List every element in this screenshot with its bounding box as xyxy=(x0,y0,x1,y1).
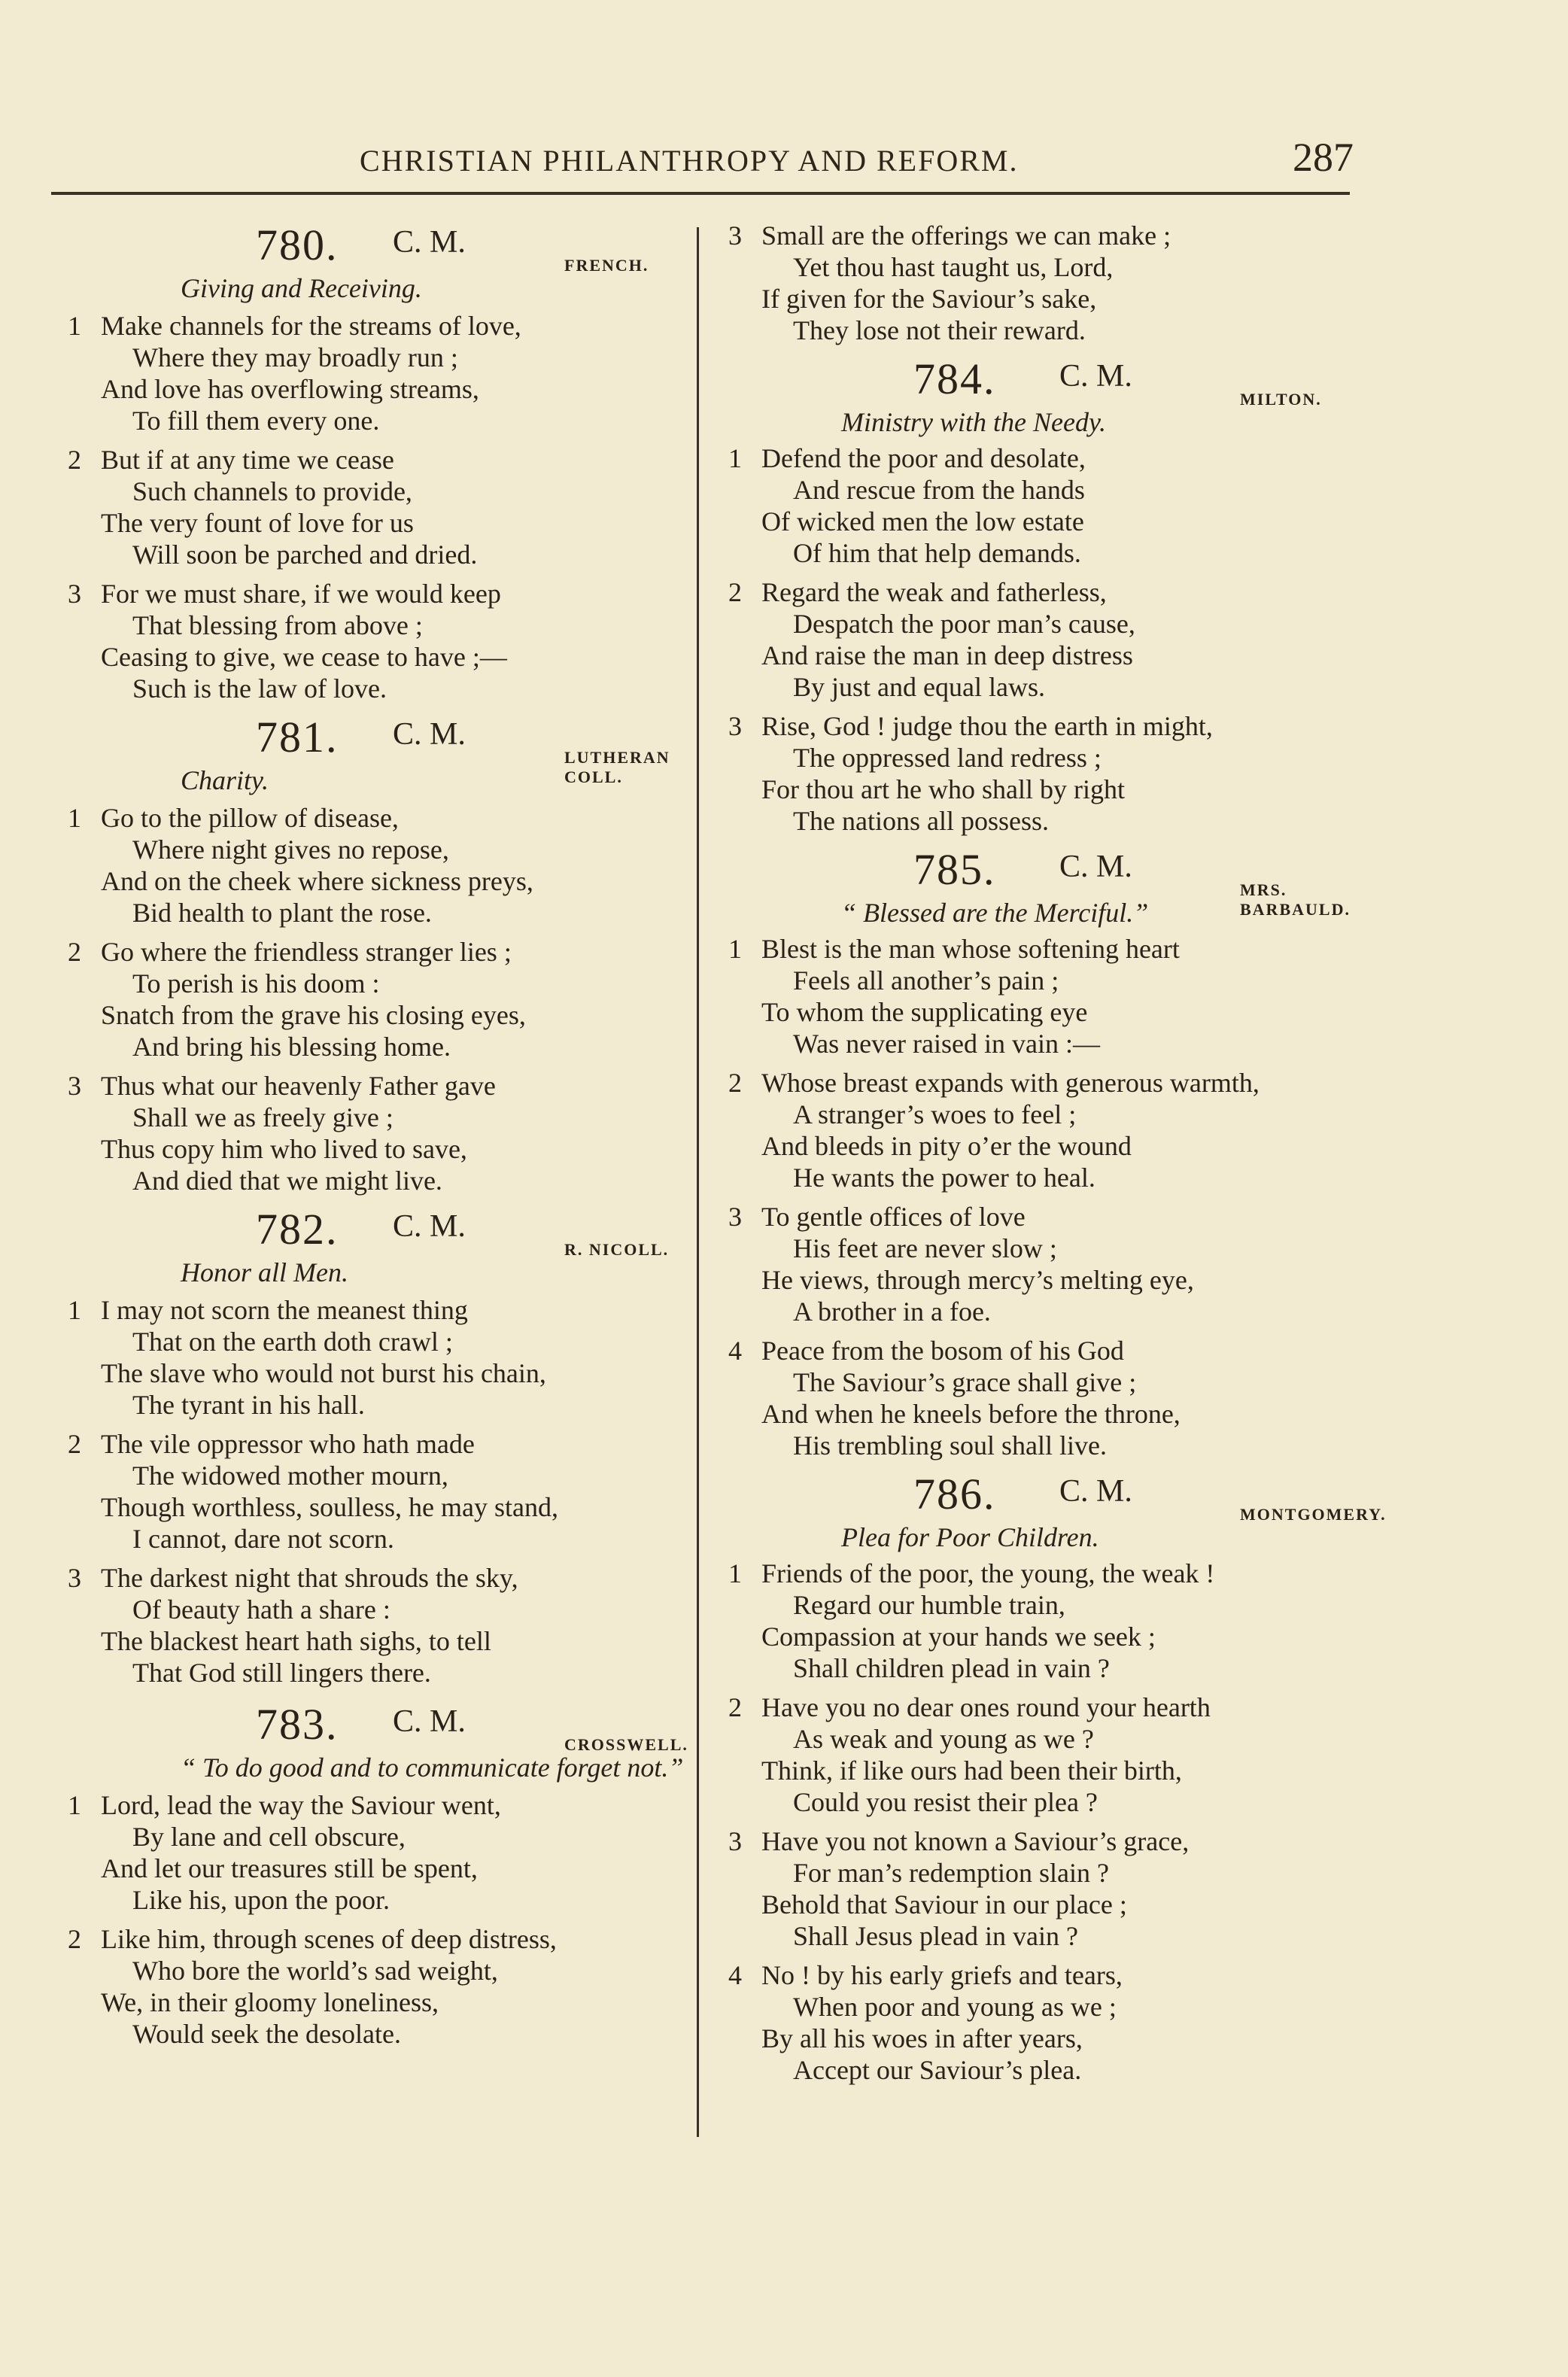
hymn-meter: C. M. xyxy=(393,1209,466,1244)
verse-number: 2 xyxy=(68,1924,81,1954)
verse-line: And let our treasures still be spent, xyxy=(101,1853,478,1883)
hymn-tune: LUTHERAN COLL. xyxy=(564,748,670,786)
verse-line: To fill them every one. xyxy=(132,406,380,436)
hymn-number: 784. xyxy=(913,354,996,403)
hymn-meter: C. M. xyxy=(393,717,466,752)
left-column xyxy=(68,220,688,2057)
verse-line: Yet thou hast taught us, Lord, xyxy=(793,252,1114,282)
verse-line: The very fount of love for us xyxy=(101,508,414,538)
verse-line: The nations all possess. xyxy=(793,806,1049,836)
verse-line: 2 But if at any time we cease xyxy=(68,445,394,475)
verse-line: The tyrant in his hall. xyxy=(132,1390,365,1420)
verse-number: 1 xyxy=(728,934,742,964)
stanza xyxy=(728,1692,1360,1818)
verse-line: The Saviour’s grace shall give ; xyxy=(793,1367,1137,1397)
hymn-title: Giving and Receiving. xyxy=(181,273,422,303)
hymn-heading xyxy=(728,354,1360,442)
verse-line: 1 Lord, lead the way the Saviour went, xyxy=(68,1790,501,1820)
stanza xyxy=(68,936,685,1062)
hymn xyxy=(68,1699,688,2050)
verse-line: 1 Friends of the poor, the young, the weak ! xyxy=(728,1558,1215,1588)
verse-line: 3 Have you not known a Saviour’s grace, xyxy=(728,1826,1190,1856)
stanza xyxy=(68,1923,685,2050)
verse-line: Think, if like ours had been their birth, xyxy=(761,1755,1182,1786)
verse-line: 3 Thus what our heavenly Father gave xyxy=(68,1071,496,1101)
hymn-title: “ Blessed are the Merciful.” xyxy=(841,898,1149,928)
verse-line: They lose not their reward. xyxy=(793,315,1086,345)
stanza xyxy=(68,1428,685,1555)
verse-line: 2 The vile oppressor who hath made xyxy=(68,1429,475,1459)
hymn-heading xyxy=(68,220,685,310)
verse-line: And love has overflowing streams, xyxy=(101,374,479,404)
verse-line: That on the earth doth crawl ; xyxy=(132,1327,453,1357)
verse-line: The blackest heart hath sighs, to tell xyxy=(101,1626,491,1656)
hymn-title: Honor all Men. xyxy=(181,1257,348,1287)
verse-line: Regard our humble train, xyxy=(793,1590,1065,1620)
verse-line: By just and equal laws. xyxy=(793,672,1045,702)
verse-number: 4 xyxy=(728,1960,742,1990)
stanza xyxy=(68,1789,685,1916)
verse-line: 2 Have you no dear ones round your hearth xyxy=(728,1692,1211,1722)
verse-line: Of wicked men the low estate xyxy=(761,506,1084,536)
verse-line: 3 To gentle offices of love xyxy=(728,1202,1026,1232)
verse-line: 2 Whose breast expands with generous warmth, xyxy=(728,1068,1260,1098)
verse-line: 1 Defend the poor and desolate, xyxy=(728,443,1086,473)
verse-line: He views, through mercy’s melting eye, xyxy=(761,1265,1194,1295)
verse-line: 3 Small are the offerings we can make ; xyxy=(728,220,1171,251)
hymn-tune: R. NICOLL. xyxy=(564,1240,670,1259)
verse-line: Bid health to plant the rose. xyxy=(132,898,432,928)
verse-number: 1 xyxy=(68,803,81,833)
verse-number: 3 xyxy=(68,1071,81,1101)
verse-line: Compassion at your hands we seek ; xyxy=(761,1622,1156,1652)
verse-line: Where night gives no repose, xyxy=(132,834,449,865)
verse-number: 2 xyxy=(728,1068,742,1098)
verse-line: Feels all another’s pain ; xyxy=(793,965,1059,995)
verse-line: Who bore the world’s sad weight, xyxy=(132,1956,498,1986)
stanza xyxy=(728,1201,1360,1327)
stanza xyxy=(68,1070,685,1196)
verse-line: And bring his blessing home. xyxy=(132,1032,451,1062)
verse-line: 4 No ! by his early griefs and tears, xyxy=(728,1960,1123,1990)
hymn-title: “ To do good and to communicate forget not.” xyxy=(181,1752,684,1783)
hymn-heading xyxy=(68,1699,688,1789)
verse-line: 2 Like him, through scenes of deep distress, xyxy=(68,1924,557,1954)
verse-number: 3 xyxy=(728,1202,742,1232)
stanza xyxy=(728,710,1360,837)
verse-line: 2 Regard the weak and fatherless, xyxy=(728,577,1107,607)
verse-line: 3 The darkest night that shrouds the sky, xyxy=(68,1563,518,1593)
verse-number: 2 xyxy=(728,577,742,607)
verse-line: Would seek the desolate. xyxy=(132,2019,401,2049)
verse-line: If given for the Saviour’s sake, xyxy=(761,284,1097,314)
hymn xyxy=(68,220,685,704)
stanza xyxy=(68,1294,685,1421)
verse-line: I cannot, dare not scorn. xyxy=(132,1524,394,1554)
verse-line: And on the cheek where sickness preys, xyxy=(101,866,533,896)
verse-line: Of him that help demands. xyxy=(793,538,1081,568)
verse-line: Where they may broadly run ; xyxy=(132,342,458,372)
verse-number: 3 xyxy=(68,579,81,609)
verse-line: 3 Rise, God ! judge thou the earth in might, xyxy=(728,711,1213,741)
verse-line: The oppressed land redress ; xyxy=(793,743,1102,773)
verse-line: Snatch from the grave his closing eyes, xyxy=(101,1000,526,1030)
hymn-number: 781. xyxy=(256,713,339,761)
verse-number: 2 xyxy=(68,445,81,475)
verse-line: For man’s redemption slain ? xyxy=(793,1858,1109,1888)
stanza xyxy=(728,1825,1360,1952)
verse-number: 1 xyxy=(68,1295,81,1325)
verse-number: 4 xyxy=(728,1336,742,1366)
hymn-title: Plea for Poor Children. xyxy=(841,1522,1099,1552)
verse-line: Shall children plead in vain ? xyxy=(793,1653,1110,1683)
verse-line: His feet are never slow ; xyxy=(793,1233,1057,1263)
verse-line: Of beauty hath a share : xyxy=(132,1594,390,1625)
hymn xyxy=(68,1204,685,1689)
verse-line: 1 Make channels for the streams of love, xyxy=(68,311,521,341)
verse-line: Though worthless, soulless, he may stand, xyxy=(101,1492,558,1522)
stanza xyxy=(728,1558,1360,1684)
verse-line: He wants the power to heal. xyxy=(793,1163,1095,1193)
hymn-tune: MONTGOMERY. xyxy=(1240,1505,1387,1524)
stanza xyxy=(68,444,685,570)
hymn xyxy=(728,354,1360,837)
page-number: 287 xyxy=(1293,135,1354,180)
verse-line: 1 Go to the pillow of disease, xyxy=(68,803,399,833)
verse-line: That God still lingers there. xyxy=(132,1658,431,1688)
hymn-tune: MRS. BARBAULD. xyxy=(1240,880,1351,919)
hymn-heading xyxy=(728,844,1360,933)
verse-line: Shall we as freely give ; xyxy=(132,1102,394,1132)
verse-line: 3 For we must share, if we would keep xyxy=(68,579,501,609)
hymn-title: Ministry with the Needy. xyxy=(841,407,1106,437)
hymn-tune: MILTON. xyxy=(1240,390,1322,409)
stanza xyxy=(728,442,1360,569)
verse-line: And bleeds in pity o’er the wound xyxy=(761,1131,1132,1161)
verse-line: Was never raised in vain :— xyxy=(793,1029,1100,1059)
stanza xyxy=(68,802,685,929)
verse-number: 1 xyxy=(68,1790,81,1820)
verse-line: As weak and young as we ? xyxy=(793,1724,1094,1754)
verse-number: 2 xyxy=(68,937,81,967)
verse-line: Such is the law of love. xyxy=(132,673,387,704)
verse-line: 2 Go where the friendless stranger lies ; xyxy=(68,937,512,967)
verse-line: Accept our Saviour’s plea. xyxy=(793,2055,1082,2085)
verse-line: We, in their gloomy loneliness, xyxy=(101,1987,439,2017)
stanza xyxy=(68,1562,685,1689)
verse-number: 3 xyxy=(728,220,742,251)
hymn-meter: C. M. xyxy=(393,1704,466,1739)
verse-number: 2 xyxy=(728,1692,742,1722)
continued-stanza xyxy=(728,220,1360,346)
hymn-meter: C. M. xyxy=(1059,850,1132,884)
verse-line: His trembling soul shall live. xyxy=(793,1430,1107,1461)
hymn-meter: C. M. xyxy=(393,225,466,260)
verse-number: 1 xyxy=(728,443,742,473)
hymn-title: Charity. xyxy=(181,765,269,795)
verse-line: And rescue from the hands xyxy=(793,475,1085,505)
hymn-tune: FRENCH. xyxy=(564,256,649,275)
hymn xyxy=(728,844,1360,1461)
stanza xyxy=(728,1067,1360,1193)
verse-line: A brother in a foe. xyxy=(793,1296,991,1327)
verse-line: A stranger’s woes to feel ; xyxy=(793,1099,1077,1129)
hymn-heading xyxy=(68,1204,685,1294)
verse-line: 1 Blest is the man whose softening heart xyxy=(728,934,1180,964)
hymn xyxy=(728,1469,1387,2086)
verse-line: The widowed mother mourn, xyxy=(132,1461,448,1491)
hymn-tune: CROSSWELL. xyxy=(564,1735,688,1754)
verse-line: For thou art he who shall by right xyxy=(761,774,1125,804)
running-header: CHRISTIAN PHILANTHROPY AND REFORM. xyxy=(360,144,1019,178)
verse-line: To whom the supplicating eye xyxy=(761,997,1088,1027)
hymn-number: 785. xyxy=(913,845,996,894)
header-rule xyxy=(51,192,1350,195)
verse-line: Such channels to provide, xyxy=(132,476,412,506)
verse-line: Like his, upon the poor. xyxy=(132,1885,390,1915)
verse-line: Shall Jesus plead in vain ? xyxy=(793,1921,1078,1951)
hymn-meter: C. M. xyxy=(1059,359,1132,394)
verse-line: Will soon be parched and dried. xyxy=(132,540,478,570)
verse-line: Despatch the poor man’s cause, xyxy=(793,609,1135,639)
verse-number: 1 xyxy=(728,1558,742,1588)
verse-line: Ceasing to give, we cease to have ;— xyxy=(101,642,507,672)
verse-line: 4 Peace from the bosom of his God xyxy=(728,1336,1124,1366)
right-column xyxy=(728,220,1387,2093)
hymn-number: 782. xyxy=(256,1205,339,1254)
verse-line: To perish is his doom : xyxy=(132,968,380,999)
stanza xyxy=(728,576,1360,703)
hymn-number: 786. xyxy=(913,1470,996,1518)
verse-number: 3 xyxy=(728,711,742,741)
stanza xyxy=(68,310,685,436)
hymn-heading xyxy=(68,712,685,802)
verse-line: Thus copy him who lived to save, xyxy=(101,1134,467,1164)
stanza xyxy=(728,1959,1360,2086)
hymn xyxy=(68,712,685,1196)
verse-line: Could you resist their plea ? xyxy=(793,1787,1098,1817)
hymn-heading xyxy=(728,1469,1387,1558)
column-divider xyxy=(697,227,699,2137)
verse-number: 1 xyxy=(68,311,81,341)
stanza xyxy=(68,578,685,704)
verse-line: By all his woes in after years, xyxy=(761,2023,1083,2053)
hymn-number: 783. xyxy=(256,1700,339,1749)
stanza xyxy=(728,933,1360,1059)
verse-number: 3 xyxy=(68,1563,81,1593)
verse-line: And died that we might live. xyxy=(132,1166,442,1196)
verse-number: 3 xyxy=(728,1826,742,1856)
verse-line: The slave who would not burst his chain, xyxy=(101,1358,546,1388)
verse-line: And when he kneels before the throne, xyxy=(761,1399,1181,1429)
verse-line: By lane and cell obscure, xyxy=(132,1822,406,1852)
verse-line: When poor and young as we ; xyxy=(793,1992,1117,2022)
verse-line: 1 I may not scorn the meanest thing xyxy=(68,1295,468,1325)
verse-line: Behold that Saviour in our place ; xyxy=(761,1889,1127,1920)
hymn-number: 780. xyxy=(256,220,339,269)
stanza xyxy=(728,1335,1360,1461)
verse-line: That blessing from above ; xyxy=(132,610,423,640)
hymn-meter: C. M. xyxy=(1059,1474,1132,1509)
verse-line: And raise the man in deep distress xyxy=(761,640,1133,670)
verse-number: 2 xyxy=(68,1429,81,1459)
